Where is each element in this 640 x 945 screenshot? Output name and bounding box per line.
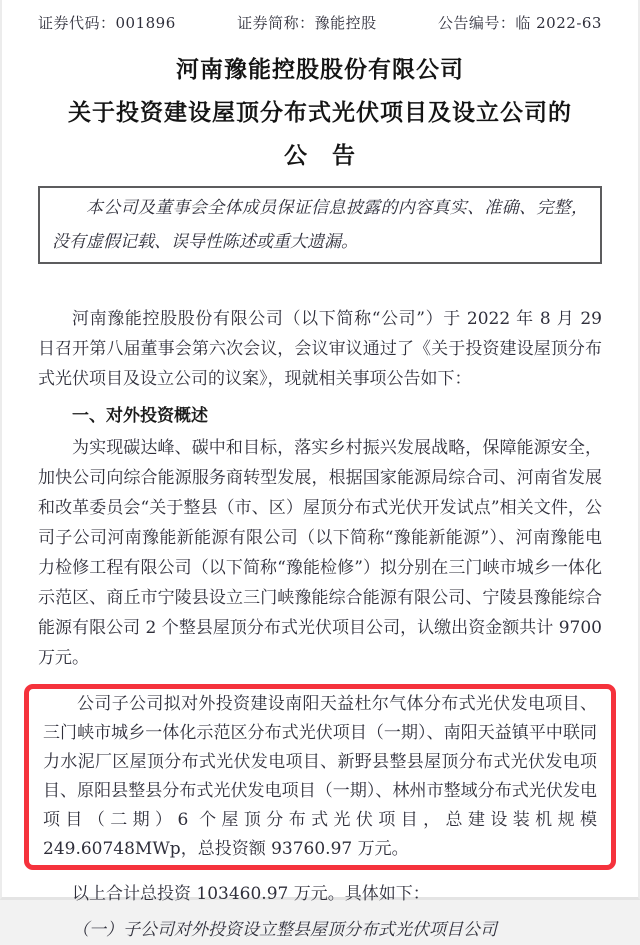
subsection-heading-subsidiary-setup: （一）子公司对外投资设立整县屋顶分布式光伏项目公司 xyxy=(72,920,497,940)
announcement-number: 公告编号：临 2022-63 xyxy=(437,14,602,32)
stock-short-name: 证券简称：豫能控股 xyxy=(237,14,377,32)
disclaimer-box xyxy=(38,186,602,264)
paragraph-projects-highlight: 公司子公司拟对外投资建设南阳天益杜尔气体分布式光伏发电项目、三门峡市城乡一体化示范区分布式光伏项目（一期）、南阳天益镇平中联同力水泥厂区屋顶分布式光伏发电项目、新野县整县屋顶分布式光伏发电项目、原阳县整县分布式光伏发电项目（一期）、林州市整域分布式光伏发电项目（二期）6 个屋顶分布式光伏项目，总建设装机规模 249.60748MWp，总投资额 93760.97 万元。 xyxy=(43,694,597,859)
paragraph-total-investment: 以上合计总投资 103460.97 万元。具体如下： xyxy=(72,884,430,904)
disclaimer-text: 本公司及董事会全体成员保证信息披露的内容真实、准确、完整，没有虚假记载、误导性陈述或重大遗漏。 xyxy=(52,198,588,252)
announcement-word-title: 公 告 xyxy=(284,143,356,169)
highlighted-paragraph-box xyxy=(24,684,616,870)
paragraph-board-meeting: 河南豫能控股股份有限公司（以下简称“公司”）于 2022 年 8 月 29 日召开第八届董事会第六次会议，会议审议通过了《关于投资建设屋顶分布式光伏项目及设立公司的议案》，现就相关事项公告如下： xyxy=(38,309,602,389)
announcement-subject-title: 关于投资建设屋顶分布式光伏项目及设立公司的 xyxy=(68,100,572,126)
company-name-title: 河南豫能控股股份有限公司 xyxy=(176,57,464,83)
stock-code: 证券代码：001896 xyxy=(38,14,176,32)
paragraph-investment-background: 为实现碳达峰、碳中和目标，落实乡村振兴发展战略，保障能源安全，加快公司向综合能源服务商转型发展，根据国家能源局综合司、河南省发展和改革委员会“关于整县（市、区）屋顶分布式光伏开发试点”相关文件，公司子公司河南豫能新能源有限公司（以下简称“豫能新能源”）、河南豫能电力检修工程有限公司（以下简称“豫能检修”）拟分别在三门峡市城乡一体化示范区、商丘市宁陵县设立三门峡豫能综合能源有限公司、宁陵县豫能综合能源有限公司 2 个整县屋顶分布式光伏项目公司，认缴出资金额共计 9700 万元。 xyxy=(38,438,602,668)
securities-header xyxy=(38,12,602,33)
section-heading-investment-overview: 一、对外投资概述 xyxy=(72,406,208,426)
